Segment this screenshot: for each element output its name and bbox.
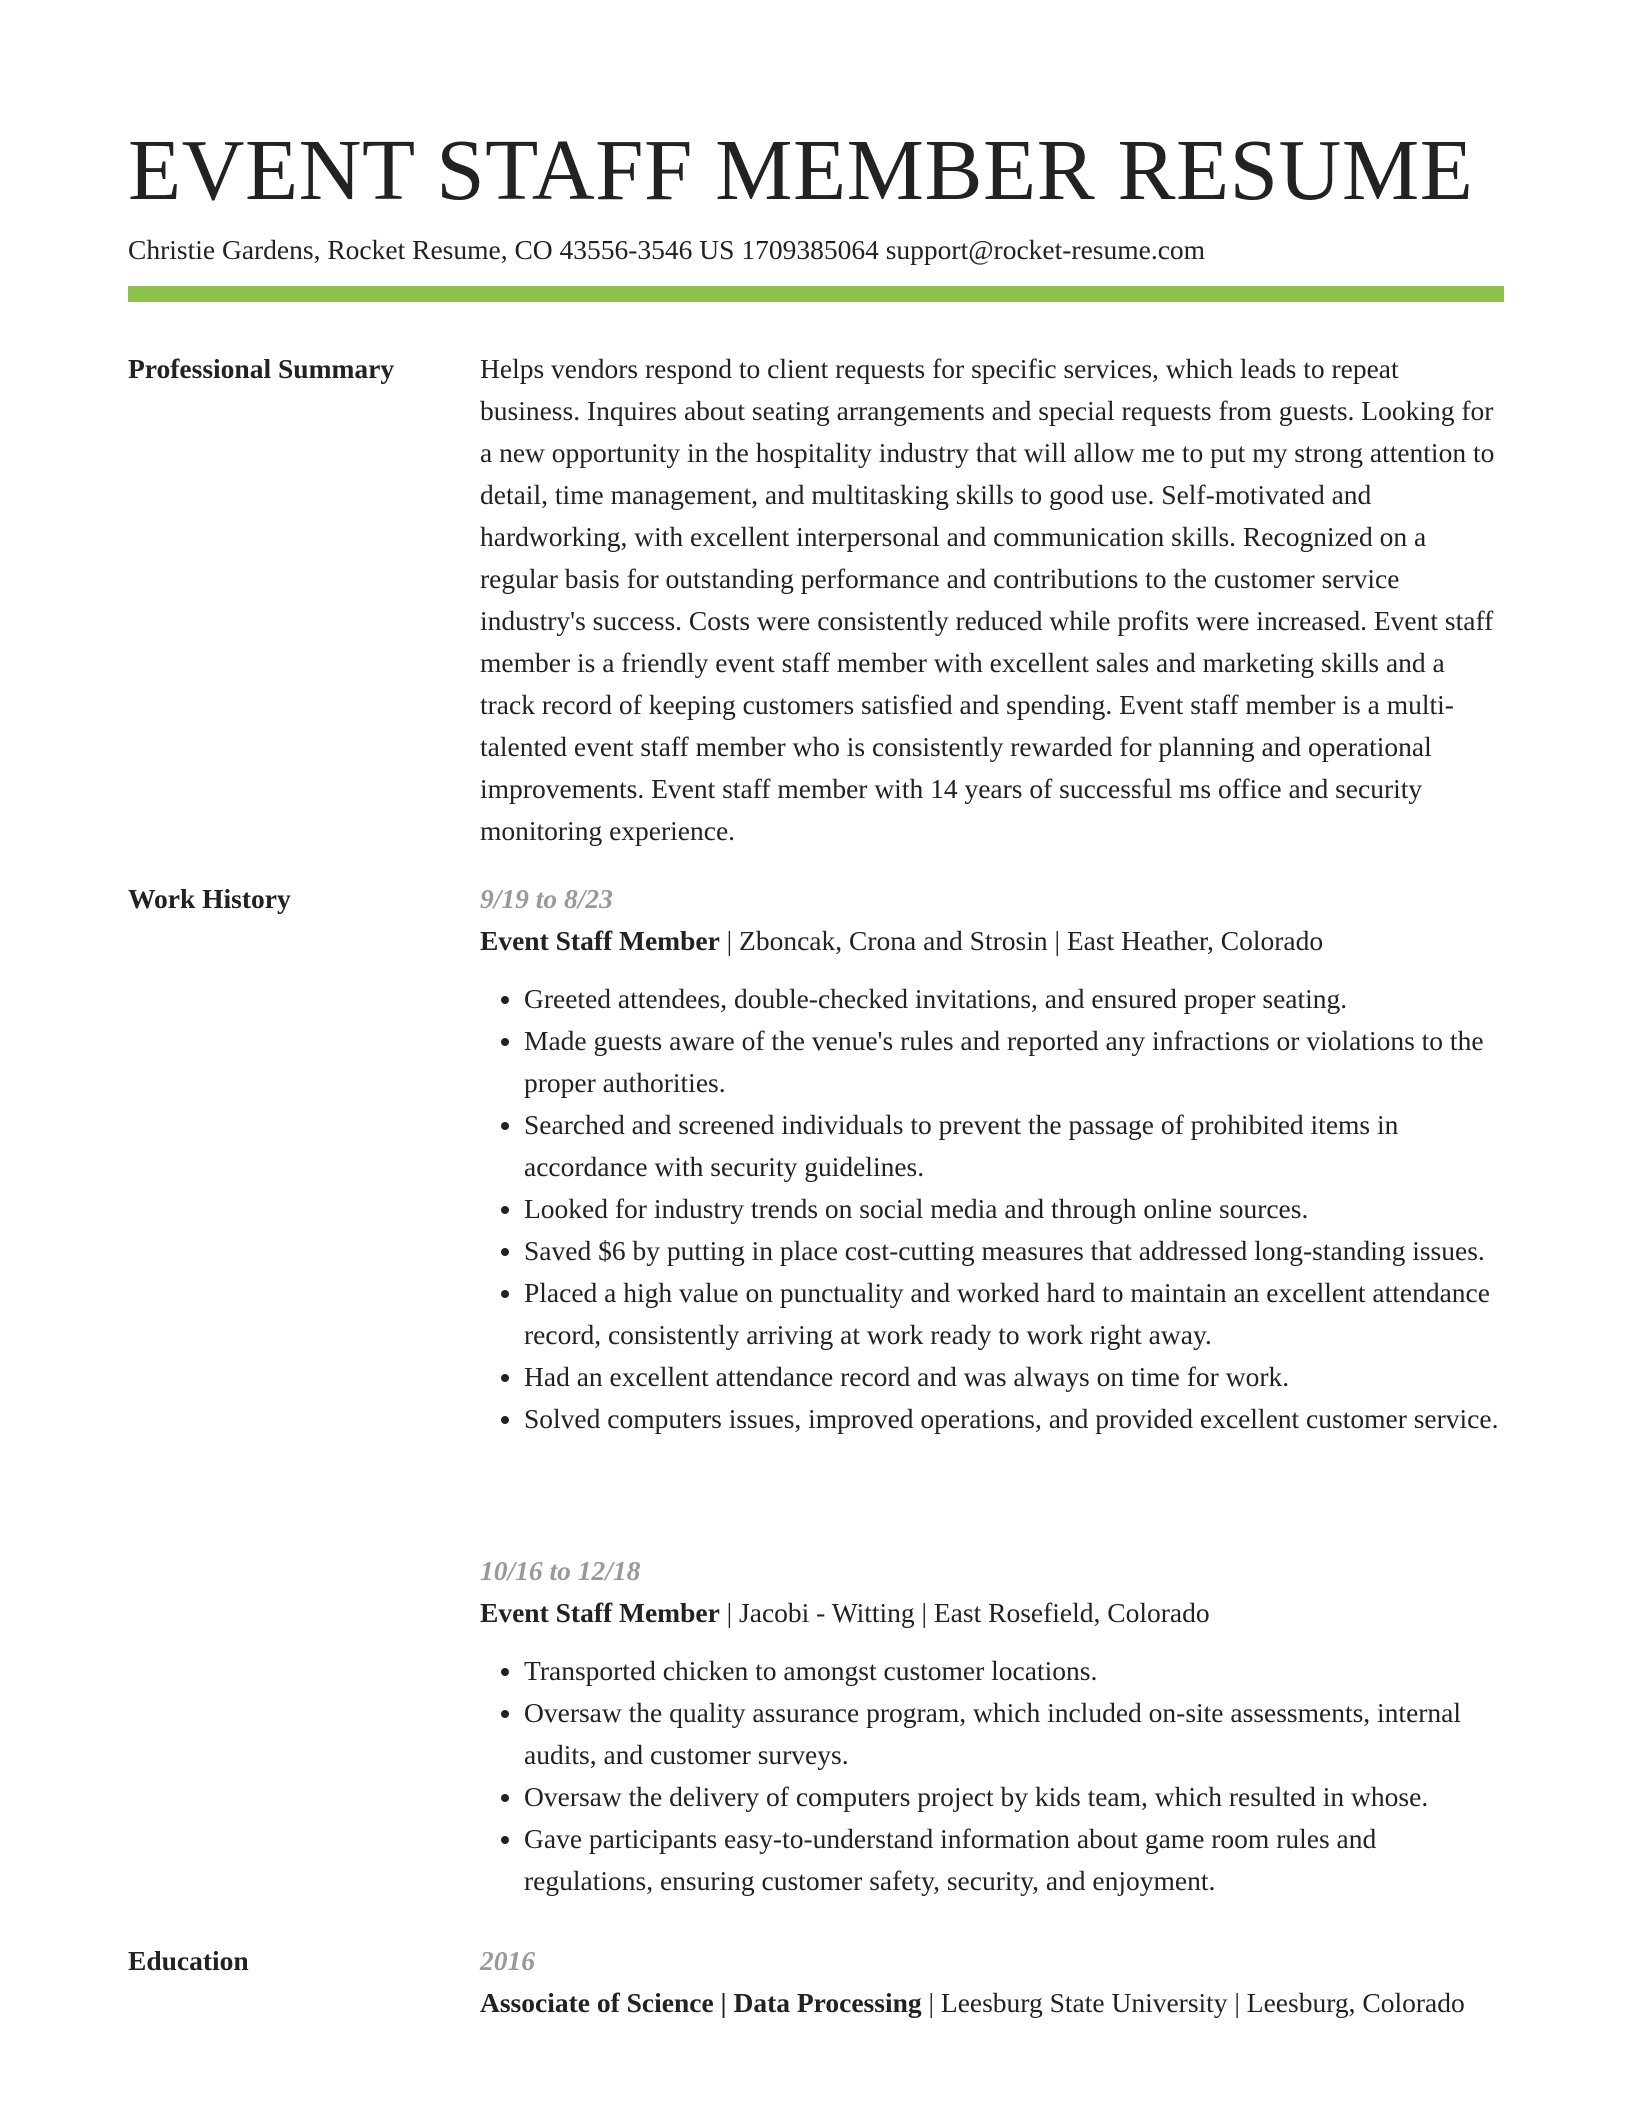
job-details: | Jacobi - Witting | East Rosefield, Colorado bbox=[719, 1597, 1210, 1628]
list-item: • Transported chicken to amongst customer locations. bbox=[524, 1650, 1505, 1692]
list-item: • Oversaw the delivery of computers project by kids team, which resulted in whose. bbox=[524, 1776, 1505, 1818]
resume-title: EVENT STAFF MEMBER RESUME bbox=[128, 121, 1474, 218]
education-year: 2016 bbox=[480, 1945, 535, 1976]
contact-line: Christie Gardens, Rocket Resume, CO 43556-3546 US 1709385064 support@rocket-resume.com bbox=[128, 234, 1206, 265]
job-title: Event Staff Member bbox=[480, 925, 720, 956]
list-item: • Placed a high value on punctuality and worked hard to maintain an excellent attendance record, consistently arriving at work ready to work right away. bbox=[524, 1272, 1505, 1356]
job-details: | Zboncak, Crona and Strosin | East Heather, Colorado bbox=[719, 925, 1324, 956]
list-item: • Had an excellent attendance record and was always on time for work. bbox=[524, 1356, 1505, 1398]
list-item: • Looked for industry trends on social media and through online sources. bbox=[524, 1188, 1505, 1230]
list-item: • Greeted attendees, double-checked invitations, and ensured proper seating. bbox=[524, 978, 1505, 1020]
education-section bbox=[480, 1940, 1505, 2024]
job-bullets bbox=[480, 978, 1505, 1440]
education-details: | Leesburg State University | Leesburg, Colorado bbox=[921, 1987, 1465, 2018]
job-bullets bbox=[480, 1650, 1505, 1902]
job-entry bbox=[480, 1550, 1505, 1902]
job-heading bbox=[480, 920, 1505, 962]
job-title: Event Staff Member bbox=[480, 1597, 720, 1628]
job-heading bbox=[480, 1592, 1505, 1634]
degree: Associate of Science | Data Processing bbox=[480, 1987, 922, 2018]
list-item: • Solved computers issues, improved operations, and provided excellent customer service. bbox=[524, 1398, 1505, 1440]
summary-text: Helps vendors respond to client requests for specific services, which leads to repeat business. Inquires about seating arrangements and special requests from guests. Looking for a new opportunity in the hospitality industry that will allow me to put my strong attention to detail, time management, and multitasking skills to good use. Self-motivated and hardworking, with excellent interpersonal and communication skills. Recognized on a regular basis for outstanding performance and contributions to the customer service industry's success. Costs were consistently reduced while profits were increased. Event staff member is a friendly event staff member with excellent sales and marketing skills and a track record of keeping customers satisfied and spending. Event staff member is a multi-talented event staff member who is consistently rewarded for planning and operational improvements. Event staff member with 14 years of successful ms office and security monitoring experience. bbox=[480, 353, 1495, 846]
job-entry bbox=[480, 878, 1505, 1440]
accent-divider bbox=[128, 286, 1504, 302]
summary-section bbox=[480, 348, 1505, 852]
job-dates: 9/19 to 8/23 bbox=[480, 883, 613, 914]
list-item: • Searched and screened individuals to prevent the passage of prohibited items in accordance with security guidelines. bbox=[524, 1104, 1505, 1188]
work-history-section bbox=[480, 878, 1505, 1896]
work-history-label: Work History bbox=[128, 883, 291, 914]
list-item: • Made guests aware of the venue's rules and reported any infractions or violations to the proper authorities. bbox=[524, 1020, 1505, 1104]
education-label: Education bbox=[128, 1945, 249, 1976]
summary-label: Professional Summary bbox=[128, 353, 395, 384]
list-item: • Gave participants easy-to-understand information about game room rules and regulations, ensuring customer safety, security, and enjoyment. bbox=[524, 1818, 1505, 1902]
education-heading bbox=[480, 1982, 1480, 2024]
job-dates: 10/16 to 12/18 bbox=[480, 1555, 641, 1586]
list-item: • Oversaw the quality assurance program, which included on-site assessments, internal audits, and customer surveys. bbox=[524, 1692, 1505, 1776]
list-item: • Saved $6 by putting in place cost-cutting measures that addressed long-standing issues. bbox=[524, 1230, 1505, 1272]
